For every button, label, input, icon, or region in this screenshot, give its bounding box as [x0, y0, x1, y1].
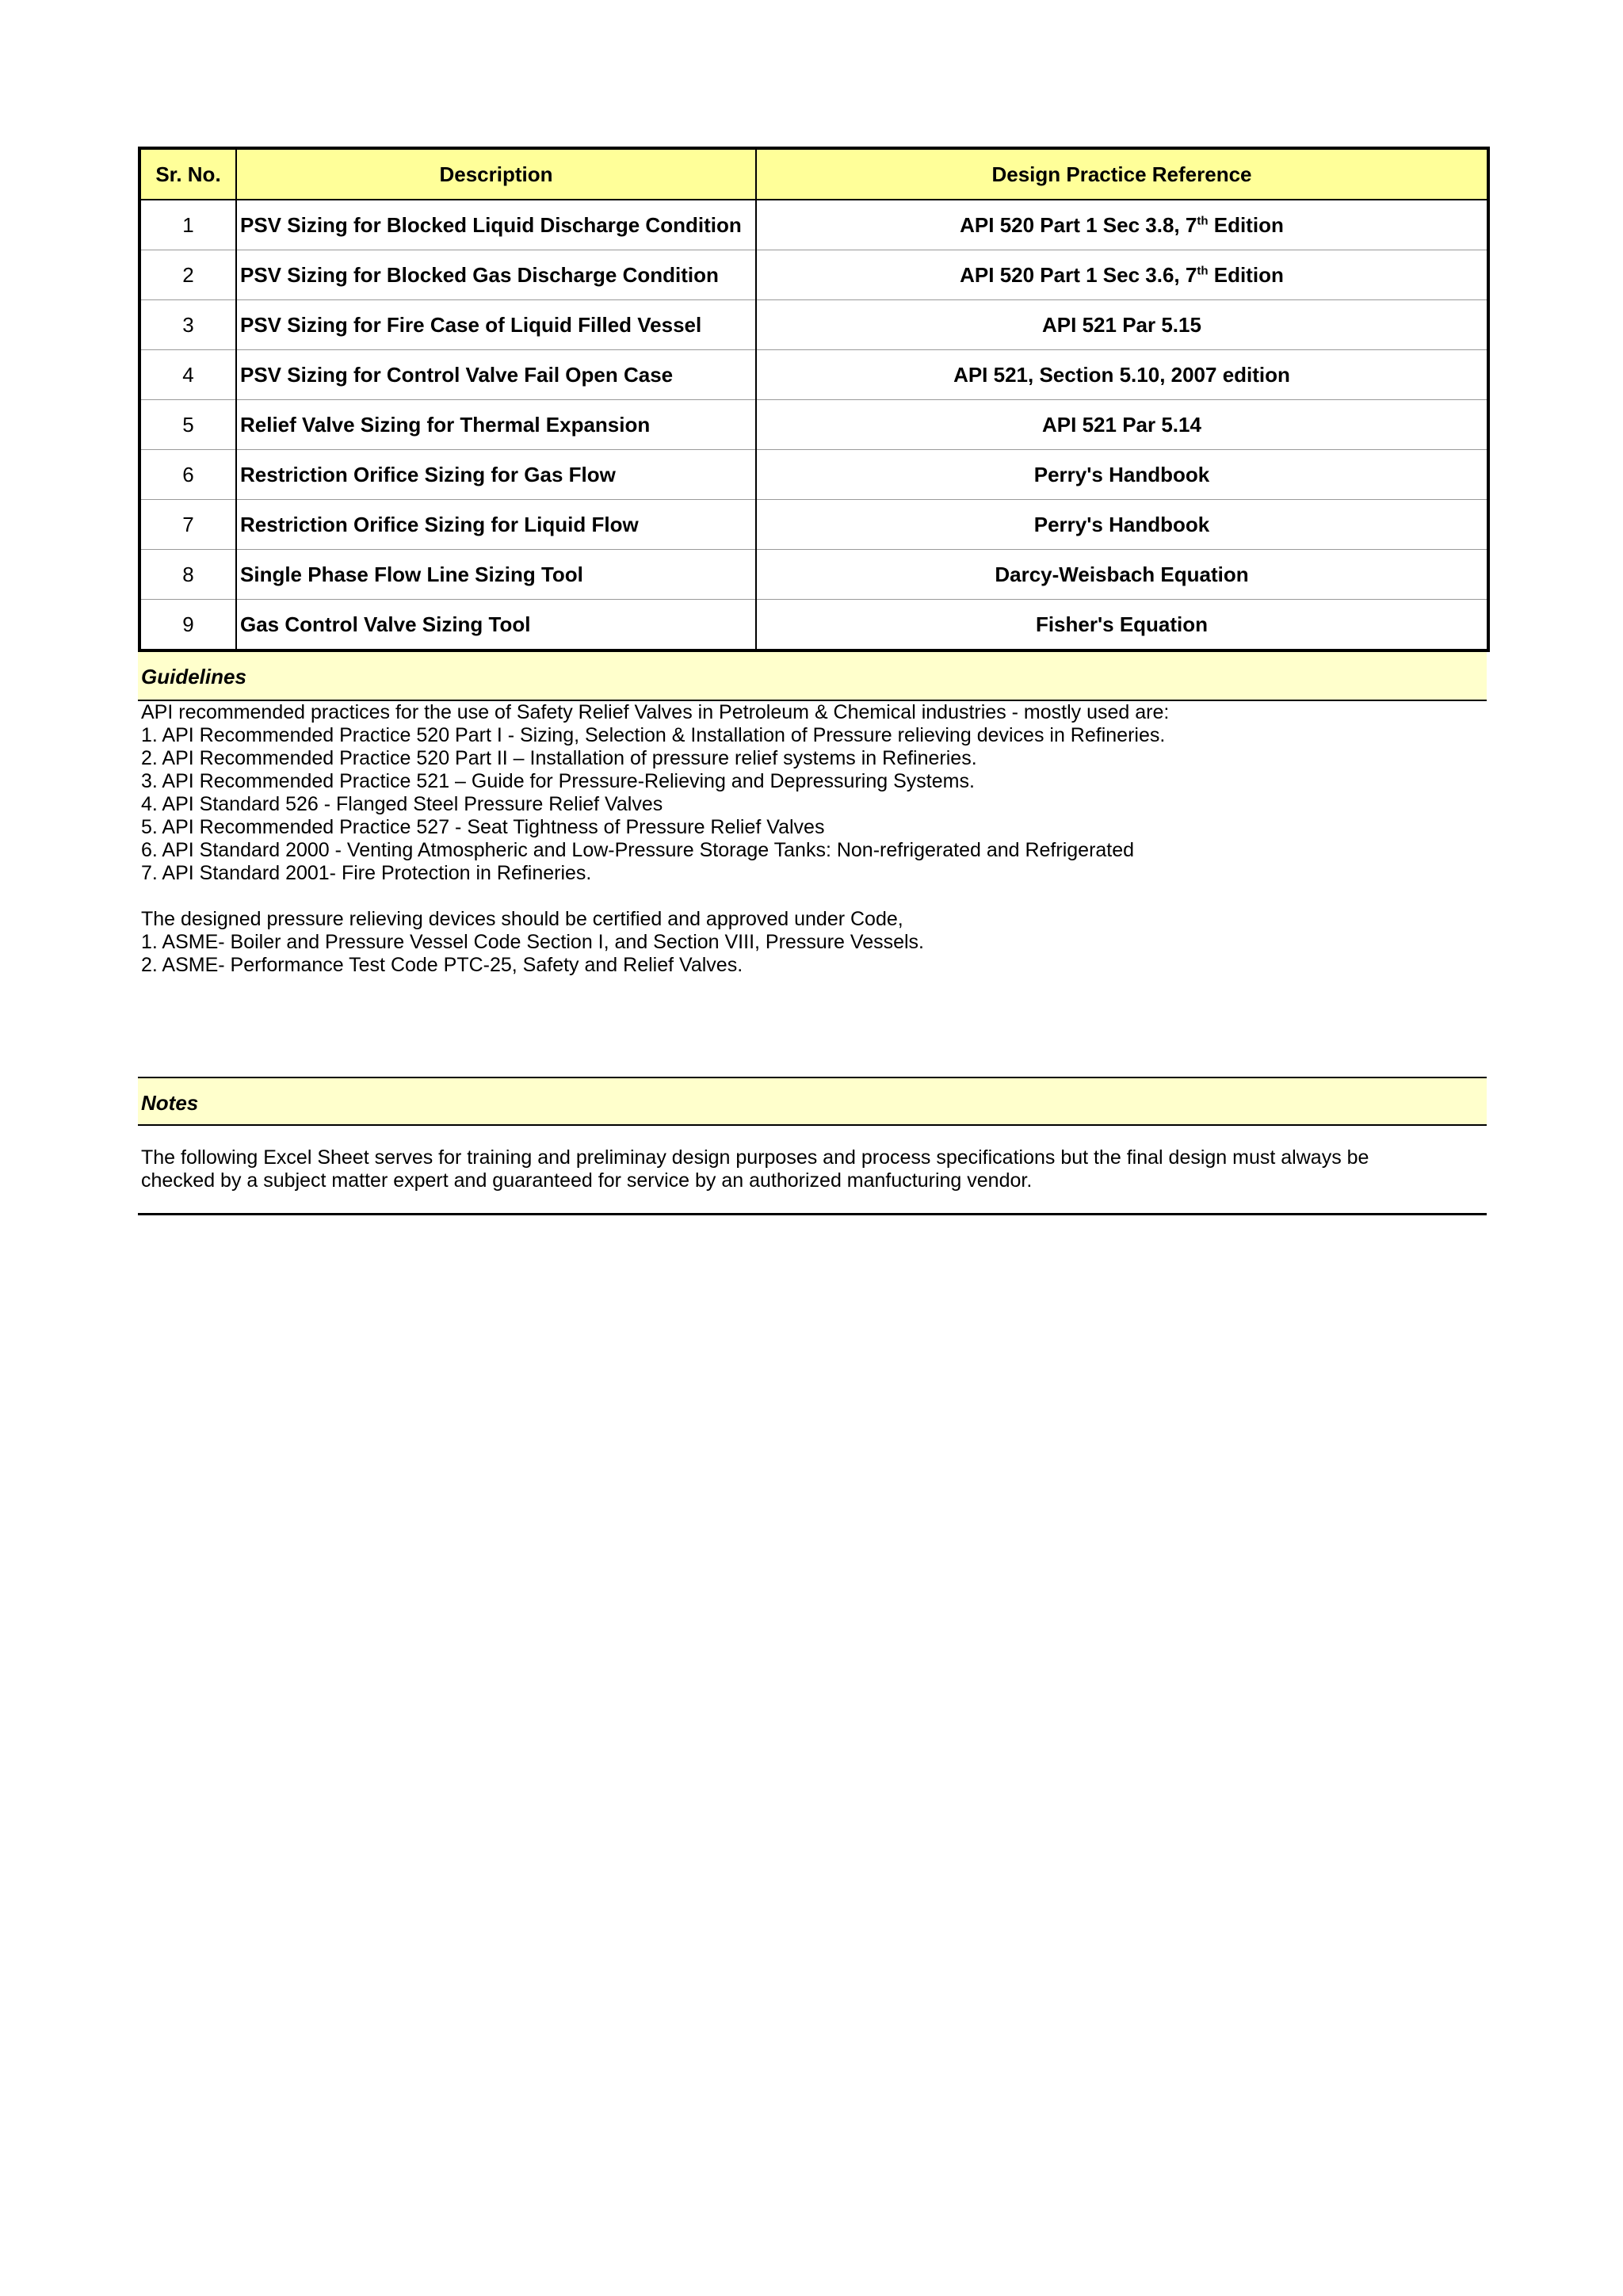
row-description-link[interactable]: Gas Control Valve Sizing Tool	[236, 600, 756, 651]
row-reference: Perry's Handbook	[756, 450, 1488, 500]
table-row[interactable]	[139, 350, 1488, 400]
notes-line: checked by a subject matter expert and guaranteed for service by an authorized manfucturing vendor.	[141, 1169, 1033, 1192]
notes-header: Notes	[138, 1077, 1487, 1126]
reference-text: API 520 Part 1 Sec 3.6, 7	[960, 262, 1197, 287]
guideline-item: 4. API Standard 526 - Flanged Steel Pressure Relief Valves	[141, 793, 663, 815]
guideline-item: 3. API Recommended Practice 521 – Guide for Pressure-Relieving and Depressuring Systems.	[141, 770, 975, 792]
row-description-link[interactable]: Restriction Orifice Sizing for Liquid Flow	[236, 500, 756, 550]
guidelines-header: Guidelines	[138, 652, 1487, 701]
table-row[interactable]	[139, 500, 1488, 550]
reference-suffix: Edition	[1208, 262, 1284, 287]
table-row[interactable]	[139, 600, 1488, 651]
guidelines-intro: API recommended practices for the use of Safety Relief Valves in Petroleum & Chemical industries - mostly used are:	[141, 701, 1170, 723]
row-description-link[interactable]: Single Phase Flow Line Sizing Tool	[236, 550, 756, 600]
table-row[interactable]	[139, 400, 1488, 450]
code-item: 1. ASME- Boiler and Pressure Vessel Code Section I, and Section VIII, Pressure Vessels.	[141, 931, 925, 953]
code-intro: The designed pressure relieving devices should be certified and approved under Code,	[141, 908, 903, 930]
notes-text	[138, 1126, 1487, 1215]
row-reference: API 521, Section 5.10, 2007 edition	[756, 350, 1488, 400]
header-sr-no: Sr. No.	[139, 148, 236, 200]
row-sr-no: 5	[139, 400, 236, 450]
reference-text: API 520 Part 1 Sec 3.8, 7	[960, 212, 1197, 237]
guideline-item: 5. API Recommended Practice 527 - Seat Tightness of Pressure Relief Valves	[141, 816, 825, 838]
table-header-row	[139, 148, 1488, 200]
row-reference: Perry's Handbook	[756, 500, 1488, 550]
spacer	[141, 885, 1484, 908]
row-sr-no: 2	[139, 250, 236, 300]
table-row[interactable]	[139, 200, 1488, 250]
table-row[interactable]	[139, 450, 1488, 500]
header-description: Description	[236, 148, 756, 200]
row-description-link[interactable]: PSV Sizing for Blocked Liquid Discharge Condition	[236, 200, 756, 250]
row-sr-no: 4	[139, 350, 236, 400]
header-design-reference: Design Practice Reference	[756, 148, 1488, 200]
guideline-item: 6. API Standard 2000 - Venting Atmospheric and Low-Pressure Storage Tanks: Non-refrigerated and Refrigerated	[141, 839, 1135, 861]
row-description-link[interactable]: PSV Sizing for Blocked Gas Discharge Condition	[236, 250, 756, 300]
row-reference: Fisher's Equation	[756, 600, 1488, 651]
reference-superscript: th	[1197, 213, 1209, 227]
table-row[interactable]	[139, 550, 1488, 600]
calculation-index-table	[138, 147, 1490, 652]
row-description-link[interactable]: PSV Sizing for Control Valve Fail Open Case	[236, 350, 756, 400]
row-reference: Darcy-Weisbach Equation	[756, 550, 1488, 600]
guidelines-text	[138, 701, 1487, 977]
guideline-item: 2. API Recommended Practice 520 Part II – Installation of pressure relief systems in Refineries.	[141, 747, 977, 769]
reference-superscript: th	[1197, 263, 1209, 277]
row-sr-no: 9	[139, 600, 236, 651]
notes-line: The following Excel Sheet serves for training and preliminay design purposes and process specifications but the final design must always be	[141, 1146, 1369, 1169]
row-description-link[interactable]: Relief Valve Sizing for Thermal Expansion	[236, 400, 756, 450]
row-reference: API 521 Par 5.15	[756, 300, 1488, 350]
row-sr-no: 7	[139, 500, 236, 550]
row-description-link[interactable]: PSV Sizing for Fire Case of Liquid Filled Vessel	[236, 300, 756, 350]
table-row[interactable]	[139, 250, 1488, 300]
code-item: 2. ASME- Performance Test Code PTC-25, Safety and Relief Valves.	[141, 954, 743, 976]
row-sr-no: 3	[139, 300, 236, 350]
row-reference: API 521 Par 5.14	[756, 400, 1488, 450]
row-reference	[756, 200, 1488, 250]
row-reference	[756, 250, 1488, 300]
row-description-link[interactable]: Restriction Orifice Sizing for Gas Flow	[236, 450, 756, 500]
row-sr-no: 6	[139, 450, 236, 500]
table-row[interactable]	[139, 300, 1488, 350]
worksheet-page	[138, 147, 1487, 1215]
row-sr-no: 1	[139, 200, 236, 250]
reference-suffix: Edition	[1208, 212, 1284, 237]
notes-section	[138, 1077, 1487, 1215]
row-sr-no: 8	[139, 550, 236, 600]
guideline-item: 7. API Standard 2001- Fire Protection in Refineries.	[141, 862, 592, 884]
guideline-item: 1. API Recommended Practice 520 Part I - Sizing, Selection & Installation of Pressure relieving devices in Refineries.	[141, 724, 1166, 746]
